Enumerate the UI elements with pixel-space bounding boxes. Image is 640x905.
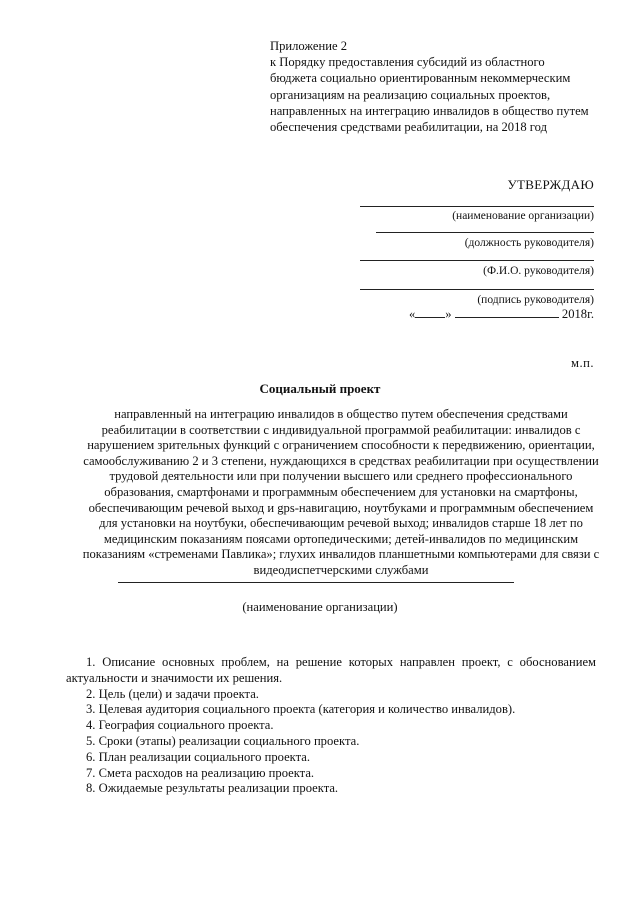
description-line: показаниям «стременами Павлика»; глухих инвалидов планшетными компьютерами для связи с — [82, 547, 600, 562]
contents-item: 4. География социального проекта. — [86, 718, 274, 733]
appendix-line: обеспечения средствами реабилитации, на 2018 год — [270, 120, 548, 135]
project-description — [76, 407, 606, 579]
description-line: образования, смартфонами и программным обеспечением для установки на смартфоны, — [104, 484, 578, 499]
organization-line — [360, 206, 594, 207]
project-organization-caption: (наименование организации) — [242, 600, 398, 614]
contents-item: 3. Целевая аудитория социального проекта (категория и количество инвалидов). — [86, 702, 516, 717]
description-line: трудовой деятельности или при получении высшего или среднего профессионального — [109, 469, 573, 484]
contents-item: 6. План реализации социального проекта. — [86, 749, 311, 764]
month-blank — [455, 307, 559, 318]
name-line — [360, 260, 594, 261]
description-line: самообслуживанию 2 и 3 степени, нуждающихся в средствах реабилитации при осуществлении — [83, 453, 599, 468]
approval-date — [409, 307, 594, 322]
contents-item: 5. Сроки (этапы) реализации социального проекта. — [86, 733, 360, 748]
appendix-line: бюджета социально ориентированным некоммерческим — [270, 71, 571, 86]
date-close-quote: » — [445, 307, 452, 321]
project-organization-line — [118, 582, 514, 583]
signature-line — [360, 289, 594, 290]
position-caption: (должность руководителя) — [464, 237, 594, 249]
contents-item: 7. Смета расходов на реализацию проекта. — [86, 765, 315, 780]
name-caption: (Ф.И.О. руководителя) — [483, 265, 594, 277]
approval-title: УТВЕРЖДАЮ — [507, 177, 594, 192]
project-title: Социальный проект — [259, 381, 381, 396]
appendix-line: к Порядку предоставления субсидий из областного — [270, 55, 545, 70]
organization-caption: (наименование организации) — [452, 210, 594, 222]
description-line: реабилитации в соответствии с индивидуальной программой реабилитации: инвалидов с — [101, 422, 581, 437]
description-line: направленный на интеграцию инвалидов в общество путем обеспечения средствами — [114, 407, 568, 421]
date-open-quote: « — [409, 307, 416, 321]
appendix-line: Приложение 2 — [270, 39, 348, 53]
date-year: 2018г. — [561, 307, 594, 321]
contents-list — [66, 655, 596, 797]
contents-item: 8. Ожидаемые результаты реализации проекта. — [86, 781, 339, 796]
description-line: обеспечивающим речевой выход и gps-навигацию, ноутбуками и программным обеспечением — [88, 500, 594, 515]
contents-item: 2. Цель (цели) и задачи проекта. — [86, 686, 259, 701]
description-line: нарушением зрительных функций с ограничением способности к передвижению, ориентации, — [87, 438, 595, 453]
description-line: медицинским показаниям поясами ортопедическими; детей-инвалидов по медицинским — [103, 531, 579, 546]
description-line: для установки на ноутбуки, обеспечивающим речевой выход; инвалидов старше 18 лет по — [99, 516, 583, 531]
appendix-header — [270, 38, 610, 135]
appendix-line: организациям на реализацию социальных проектов, — [270, 87, 551, 102]
stamp-place: м.п. — [570, 356, 594, 370]
appendix-line: направленных на интеграцию инвалидов в общество путем — [270, 103, 589, 118]
description-line: видеодиспетчерскими службами — [253, 562, 429, 577]
position-line — [376, 232, 594, 233]
signature-caption: (подпись руководителя) — [477, 294, 594, 306]
day-blank — [415, 307, 445, 318]
contents-item: 1. Описание основных проблем, на решение которых направлен проект, с обоснованием актуальности и значимости их решения. — [66, 655, 596, 685]
